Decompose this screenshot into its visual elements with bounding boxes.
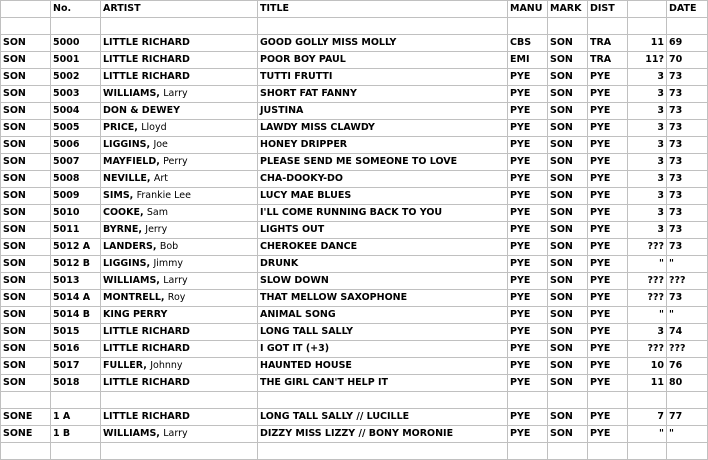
cell-month: 3 [628, 222, 667, 239]
cell-number: 5014 A [51, 290, 101, 307]
blank-row [1, 392, 708, 409]
header-title: TITLE [258, 1, 508, 18]
cell-month: 3 [628, 154, 667, 171]
cell-month [628, 18, 667, 35]
cell-title: I GOT IT (+3) [258, 341, 508, 358]
cell-month: 11 [628, 35, 667, 52]
header-date: DATE [667, 1, 708, 18]
cell-mark: SON [548, 375, 588, 392]
cell-mark: SON [548, 273, 588, 290]
cell-manufacturer: PYE [508, 256, 548, 273]
cell-distributor [588, 392, 628, 409]
cell-label: SON [1, 52, 51, 69]
cell-manufacturer: EMI [508, 52, 548, 69]
cell-month [628, 392, 667, 409]
cell-month: 3 [628, 86, 667, 103]
blank-row [1, 443, 708, 460]
cell-title: I'LL COME RUNNING BACK TO YOU [258, 205, 508, 222]
cell-manufacturer: PYE [508, 290, 548, 307]
cell-artist: LITTLE RICHARD [101, 69, 258, 86]
table-row [1, 69, 708, 86]
cell-manufacturer: PYE [508, 307, 548, 324]
cell-title [258, 18, 508, 35]
cell-manufacturer: PYE [508, 86, 548, 103]
cell-label: SON [1, 171, 51, 188]
cell-distributor: PYE [588, 324, 628, 341]
cell-number: 5014 B [51, 307, 101, 324]
cell-month: 3 [628, 137, 667, 154]
cell-year: 73 [667, 120, 708, 137]
cell-year: 73 [667, 86, 708, 103]
cell-distributor: TRA [588, 52, 628, 69]
cell-number: 5015 [51, 324, 101, 341]
cell-month: 3 [628, 120, 667, 137]
cell-month [628, 443, 667, 460]
cell-title: THE GIRL CAN'T HELP IT [258, 375, 508, 392]
table-row [1, 154, 708, 171]
cell-title: ANIMAL SONG [258, 307, 508, 324]
cell-year: 80 [667, 375, 708, 392]
cell-month: 7 [628, 409, 667, 426]
table-row [1, 409, 708, 426]
cell-distributor: PYE [588, 307, 628, 324]
cell-label: SON [1, 120, 51, 137]
cell-distributor: PYE [588, 256, 628, 273]
cell-mark: SON [548, 426, 588, 443]
cell-year: ??? [667, 273, 708, 290]
cell-year [667, 392, 708, 409]
cell-mark: SON [548, 103, 588, 120]
cell-manufacturer: PYE [508, 239, 548, 256]
cell-month: 3 [628, 69, 667, 86]
cell-artist: LIGGINS, Joe [101, 137, 258, 154]
cell-manufacturer [508, 392, 548, 409]
cell-year: 73 [667, 222, 708, 239]
table-row [1, 341, 708, 358]
cell-year [667, 443, 708, 460]
cell-title: POOR BOY PAUL [258, 52, 508, 69]
cell-manufacturer: PYE [508, 358, 548, 375]
header-mark: MARK [548, 1, 588, 18]
cell-label: SON [1, 341, 51, 358]
cell-month: 3 [628, 324, 667, 341]
cell-artist [101, 18, 258, 35]
cell-distributor: PYE [588, 239, 628, 256]
header-label [1, 1, 51, 18]
cell-distributor: PYE [588, 222, 628, 239]
cell-year: 76 [667, 358, 708, 375]
cell-distributor: PYE [588, 171, 628, 188]
cell-distributor: PYE [588, 154, 628, 171]
cell-artist: SIMS, Frankie Lee [101, 188, 258, 205]
cell-artist: MONTRELL, Roy [101, 290, 258, 307]
cell-manufacturer: PYE [508, 137, 548, 154]
cell-label [1, 443, 51, 460]
cell-title: DRUNK [258, 256, 508, 273]
cell-distributor [588, 18, 628, 35]
cell-artist: LITTLE RICHARD [101, 52, 258, 69]
cell-number: 5017 [51, 358, 101, 375]
cell-month: " [628, 426, 667, 443]
cell-label: SON [1, 324, 51, 341]
table-row [1, 86, 708, 103]
cell-number: 5008 [51, 171, 101, 188]
cell-mark: SON [548, 86, 588, 103]
cell-mark: SON [548, 358, 588, 375]
cell-number: 5018 [51, 375, 101, 392]
cell-number: 5009 [51, 188, 101, 205]
cell-month: ??? [628, 239, 667, 256]
cell-distributor [588, 443, 628, 460]
cell-label: SON [1, 205, 51, 222]
cell-title: DIZZY MISS LIZZY // BONY MORONIE [258, 426, 508, 443]
cell-month: 11? [628, 52, 667, 69]
cell-number: 5013 [51, 273, 101, 290]
cell-artist: KING PERRY [101, 307, 258, 324]
cell-month: " [628, 307, 667, 324]
cell-artist: DON & DEWEY [101, 103, 258, 120]
table-row [1, 290, 708, 307]
cell-mark: SON [548, 137, 588, 154]
cell-label: SON [1, 358, 51, 375]
cell-month: " [628, 256, 667, 273]
cell-artist: LITTLE RICHARD [101, 324, 258, 341]
cell-manufacturer: PYE [508, 426, 548, 443]
cell-mark: SON [548, 290, 588, 307]
header-dist: DIST [588, 1, 628, 18]
cell-label: SON [1, 69, 51, 86]
cell-mark: SON [548, 154, 588, 171]
cell-year: 69 [667, 35, 708, 52]
table-row [1, 35, 708, 52]
cell-mark: SON [548, 256, 588, 273]
cell-title: JUSTINA [258, 103, 508, 120]
cell-label: SON [1, 35, 51, 52]
cell-label: SONE [1, 426, 51, 443]
cell-manufacturer: PYE [508, 154, 548, 171]
cell-mark: SON [548, 205, 588, 222]
cell-title: GOOD GOLLY MISS MOLLY [258, 35, 508, 52]
cell-number: 5005 [51, 120, 101, 137]
cell-artist: BYRNE, Jerry [101, 222, 258, 239]
cell-artist: WILLIAMS, Larry [101, 86, 258, 103]
cell-mark: SON [548, 341, 588, 358]
cell-number: 5006 [51, 137, 101, 154]
table-row [1, 239, 708, 256]
cell-artist: LITTLE RICHARD [101, 341, 258, 358]
cell-label: SON [1, 256, 51, 273]
cell-artist: MAYFIELD, Perry [101, 154, 258, 171]
cell-year [667, 18, 708, 35]
cell-mark: SON [548, 120, 588, 137]
cell-manufacturer: CBS [508, 35, 548, 52]
cell-number: 5012 B [51, 256, 101, 273]
cell-mark: SON [548, 307, 588, 324]
cell-title [258, 443, 508, 460]
header-row [1, 1, 708, 18]
cell-title: SHORT FAT FANNY [258, 86, 508, 103]
cell-distributor: PYE [588, 426, 628, 443]
cell-label: SON [1, 239, 51, 256]
cell-mark: SON [548, 171, 588, 188]
cell-distributor: PYE [588, 375, 628, 392]
cell-artist: FULLER, Johnny [101, 358, 258, 375]
cell-year: 74 [667, 324, 708, 341]
cell-artist: LITTLE RICHARD [101, 409, 258, 426]
cell-mark [548, 392, 588, 409]
table-row [1, 426, 708, 443]
cell-year: ??? [667, 341, 708, 358]
cell-month: 10 [628, 358, 667, 375]
cell-year: " [667, 256, 708, 273]
cell-month: ??? [628, 290, 667, 307]
table-row [1, 273, 708, 290]
cell-distributor: PYE [588, 69, 628, 86]
cell-manufacturer: PYE [508, 171, 548, 188]
header-no: No. [51, 1, 101, 18]
cell-distributor: PYE [588, 290, 628, 307]
cell-number: 5001 [51, 52, 101, 69]
cell-distributor: PYE [588, 273, 628, 290]
cell-title: CHEROKEE DANCE [258, 239, 508, 256]
cell-number: 5002 [51, 69, 101, 86]
cell-label: SON [1, 188, 51, 205]
cell-title: LUCY MAE BLUES [258, 188, 508, 205]
cell-distributor: PYE [588, 86, 628, 103]
cell-month: 3 [628, 171, 667, 188]
cell-manufacturer: PYE [508, 222, 548, 239]
cell-number: 5004 [51, 103, 101, 120]
cell-month: 3 [628, 205, 667, 222]
table-row [1, 375, 708, 392]
cell-title: CHA-DOOKY-DO [258, 171, 508, 188]
cell-number [51, 392, 101, 409]
cell-month: 3 [628, 103, 667, 120]
cell-artist: LIGGINS, Jimmy [101, 256, 258, 273]
cell-artist: LANDERS, Bob [101, 239, 258, 256]
cell-artist [101, 392, 258, 409]
cell-label: SON [1, 307, 51, 324]
cell-number [51, 18, 101, 35]
blank-row [1, 18, 708, 35]
cell-mark [548, 443, 588, 460]
cell-title: LONG TALL SALLY // LUCILLE [258, 409, 508, 426]
cell-mark: SON [548, 324, 588, 341]
cell-mark: SON [548, 222, 588, 239]
cell-label: SON [1, 273, 51, 290]
cell-mark: SON [548, 69, 588, 86]
cell-title: THAT MELLOW SAXOPHONE [258, 290, 508, 307]
cell-year: 70 [667, 52, 708, 69]
cell-year: 73 [667, 188, 708, 205]
cell-mark: SON [548, 188, 588, 205]
cell-title: LONG TALL SALLY [258, 324, 508, 341]
cell-artist: WILLIAMS, Larry [101, 426, 258, 443]
cell-number: 5007 [51, 154, 101, 171]
cell-mark: SON [548, 35, 588, 52]
cell-manufacturer: PYE [508, 375, 548, 392]
table-row [1, 137, 708, 154]
cell-title: LAWDY MISS CLAWDY [258, 120, 508, 137]
cell-year: " [667, 426, 708, 443]
cell-number: 1 B [51, 426, 101, 443]
cell-year: 73 [667, 171, 708, 188]
cell-year: 73 [667, 69, 708, 86]
cell-year: 73 [667, 205, 708, 222]
cell-label [1, 18, 51, 35]
header-month [628, 1, 667, 18]
cell-manufacturer: PYE [508, 205, 548, 222]
cell-label: SON [1, 290, 51, 307]
cell-manufacturer: PYE [508, 273, 548, 290]
cell-mark [548, 18, 588, 35]
cell-year: 73 [667, 137, 708, 154]
table-row [1, 205, 708, 222]
cell-title [258, 392, 508, 409]
cell-number: 5011 [51, 222, 101, 239]
cell-year: 73 [667, 154, 708, 171]
cell-artist: WILLIAMS, Larry [101, 273, 258, 290]
cell-manufacturer: PYE [508, 69, 548, 86]
table-row [1, 171, 708, 188]
cell-number: 5016 [51, 341, 101, 358]
cell-distributor: PYE [588, 341, 628, 358]
cell-title: LIGHTS OUT [258, 222, 508, 239]
table-row [1, 188, 708, 205]
cell-month: 11 [628, 375, 667, 392]
cell-distributor: PYE [588, 409, 628, 426]
cell-month: ??? [628, 341, 667, 358]
cell-label: SON [1, 154, 51, 171]
cell-distributor: TRA [588, 35, 628, 52]
cell-year: 73 [667, 290, 708, 307]
cell-artist [101, 443, 258, 460]
cell-manufacturer: PYE [508, 103, 548, 120]
cell-manufacturer: PYE [508, 409, 548, 426]
header-manu: MANU [508, 1, 548, 18]
cell-artist: PRICE, Lloyd [101, 120, 258, 137]
cell-label: SONE [1, 409, 51, 426]
cell-title: PLEASE SEND ME SOMEONE TO LOVE [258, 154, 508, 171]
cell-distributor: PYE [588, 120, 628, 137]
cell-artist: NEVILLE, Art [101, 171, 258, 188]
cell-year: 73 [667, 103, 708, 120]
cell-artist: LITTLE RICHARD [101, 35, 258, 52]
cell-mark: SON [548, 239, 588, 256]
cell-manufacturer: PYE [508, 120, 548, 137]
cell-title: TUTTI FRUTTI [258, 69, 508, 86]
cell-number: 5003 [51, 86, 101, 103]
cell-label [1, 392, 51, 409]
cell-manufacturer [508, 443, 548, 460]
table-row [1, 103, 708, 120]
cell-month: ??? [628, 273, 667, 290]
header-artist: ARTIST [101, 1, 258, 18]
table-row [1, 307, 708, 324]
cell-number [51, 443, 101, 460]
cell-year: 73 [667, 239, 708, 256]
cell-artist: COOKE, Sam [101, 205, 258, 222]
cell-number: 1 A [51, 409, 101, 426]
cell-distributor: PYE [588, 358, 628, 375]
cell-label: SON [1, 86, 51, 103]
cell-year: 77 [667, 409, 708, 426]
cell-manufacturer: PYE [508, 324, 548, 341]
table-row [1, 256, 708, 273]
cell-month: 3 [628, 188, 667, 205]
cell-number: 5000 [51, 35, 101, 52]
cell-manufacturer: PYE [508, 341, 548, 358]
cell-title: HAUNTED HOUSE [258, 358, 508, 375]
cell-label: SON [1, 137, 51, 154]
cell-mark: SON [548, 409, 588, 426]
table-row [1, 120, 708, 137]
table-row [1, 324, 708, 341]
cell-distributor: PYE [588, 205, 628, 222]
cell-manufacturer [508, 18, 548, 35]
cell-title: HONEY DRIPPER [258, 137, 508, 154]
cell-year: " [667, 307, 708, 324]
table-row [1, 358, 708, 375]
cell-distributor: PYE [588, 188, 628, 205]
cell-distributor: PYE [588, 103, 628, 120]
cell-artist: LITTLE RICHARD [101, 375, 258, 392]
cell-number: 5010 [51, 205, 101, 222]
table-row [1, 52, 708, 69]
cell-title: SLOW DOWN [258, 273, 508, 290]
cell-label: SON [1, 103, 51, 120]
cell-label: SON [1, 375, 51, 392]
cell-distributor: PYE [588, 137, 628, 154]
table-row [1, 222, 708, 239]
table-body [1, 18, 708, 460]
cell-number: 5012 A [51, 239, 101, 256]
cell-manufacturer: PYE [508, 188, 548, 205]
cell-label: SON [1, 222, 51, 239]
cell-mark: SON [548, 52, 588, 69]
